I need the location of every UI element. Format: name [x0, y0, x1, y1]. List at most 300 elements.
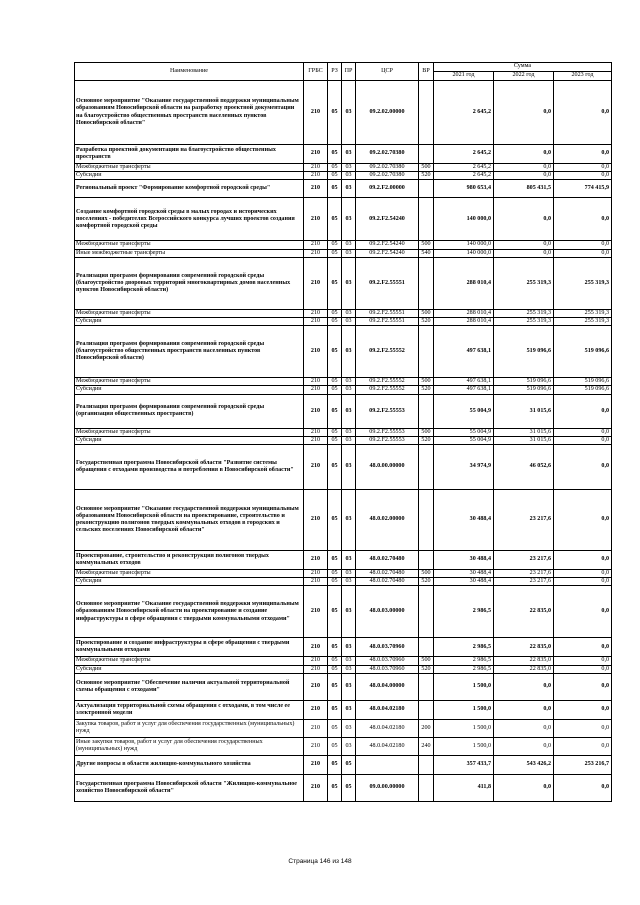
cell-2023: 0,0 [554, 737, 612, 755]
cell-2022: 0,0 [494, 241, 554, 249]
table-row [75, 665, 612, 673]
cell-2023: 0,0 [554, 428, 612, 436]
cell-2023: 0,0 [554, 241, 612, 249]
cell-2022: 519 096,6 [494, 326, 554, 378]
table-row [75, 394, 612, 428]
cell-2022: 0,0 [494, 164, 554, 172]
table-row [75, 774, 612, 801]
cell-2023: 0,0 [554, 490, 612, 551]
cell-2021: 2 645,2 [434, 81, 494, 145]
cell-name: Региональный проект "Формирование комфортной городской среды" [75, 180, 304, 198]
table-row [75, 145, 612, 164]
cell-grbs: 210 [304, 578, 328, 586]
cell-rz: 05 [328, 309, 342, 317]
cell-csr: 48.0.03.70960 [356, 657, 419, 665]
table-body [75, 81, 612, 802]
col-header-vr: ВР [419, 63, 434, 81]
cell-pr: 03 [342, 249, 356, 257]
cell-vr [419, 700, 434, 719]
cell-2023: 0,0 [554, 657, 612, 665]
cell-2022: 23 217,6 [494, 578, 554, 586]
cell-vr: 520 [419, 318, 434, 326]
cell-2022: 0,0 [494, 737, 554, 755]
cell-2021: 140 000,0 [434, 249, 494, 257]
cell-vr: 500 [419, 309, 434, 317]
cell-vr [419, 394, 434, 428]
cell-rz: 05 [328, 81, 342, 145]
cell-2021: 2 986,5 [434, 586, 494, 638]
cell-2022: 519 096,6 [494, 386, 554, 394]
cell-csr: 09.0.00.00000 [356, 774, 419, 801]
cell-pr: 03 [342, 309, 356, 317]
cell-csr: 48.0.03.70960 [356, 665, 419, 673]
cell-vr: 520 [419, 386, 434, 394]
cell-2023: 0,0 [554, 172, 612, 180]
cell-csr: 09.2.F2.55551 [356, 257, 419, 309]
cell-name: Основное мероприятие "Оказание государственной поддержки муниципальным образованиям Новосибирской области на проектирование, строительство и реконструкцию полигонов твердых коммунальных отходов в городских и сельских поселениях Новосибирской области" [75, 490, 304, 551]
cell-rz: 05 [328, 774, 342, 801]
cell-name: Субсидии [75, 665, 304, 673]
cell-2021: 34 974,9 [434, 445, 494, 490]
cell-grbs: 210 [304, 719, 328, 737]
cell-vr [419, 257, 434, 309]
cell-vr [419, 638, 434, 657]
cell-grbs: 210 [304, 638, 328, 657]
cell-name: Субсидии [75, 172, 304, 180]
cell-grbs: 210 [304, 673, 328, 700]
cell-name: Закупка товаров, работ и услуг для обеспечения государственных (муниципальных) нужд [75, 719, 304, 737]
col-header-2022: 2022 год [494, 72, 554, 81]
cell-name: Субсидии [75, 578, 304, 586]
table-row [75, 164, 612, 172]
cell-grbs: 210 [304, 81, 328, 145]
cell-grbs: 210 [304, 436, 328, 444]
cell-grbs: 210 [304, 309, 328, 317]
cell-rz: 05 [328, 755, 342, 774]
cell-2022: 519 096,6 [494, 378, 554, 386]
cell-2022: 22 835,0 [494, 586, 554, 638]
cell-csr: 48.0.04.02180 [356, 700, 419, 719]
cell-rz: 05 [328, 257, 342, 309]
cell-vr [419, 180, 434, 198]
cell-vr: 500 [419, 164, 434, 172]
col-header-grbs: ГРБС [304, 63, 328, 81]
cell-pr: 03 [342, 578, 356, 586]
cell-grbs: 210 [304, 551, 328, 570]
cell-pr: 05 [342, 774, 356, 801]
cell-rz: 05 [328, 318, 342, 326]
cell-csr: 09.2.F2.55551 [356, 309, 419, 317]
cell-2022: 22 835,0 [494, 665, 554, 673]
table-row [75, 172, 612, 180]
cell-2021: 357 433,7 [434, 755, 494, 774]
cell-csr: 09.2.F2.54240 [356, 241, 419, 249]
col-header-rz: РЗ [328, 63, 342, 81]
cell-pr: 03 [342, 378, 356, 386]
cell-name: Государственная программа Новосибирской области "Развитие системы обращения с отходами производства и потребления в Новосибирской области" [75, 445, 304, 490]
cell-2022: 23 217,6 [494, 570, 554, 578]
cell-grbs: 210 [304, 378, 328, 386]
cell-2021: 140 000,0 [434, 198, 494, 241]
col-header-name: Наименование [75, 63, 304, 81]
cell-pr: 03 [342, 172, 356, 180]
table-row [75, 386, 612, 394]
cell-2021: 1 500,0 [434, 700, 494, 719]
cell-pr: 03 [342, 180, 356, 198]
cell-csr: 09.2.F2.54240 [356, 198, 419, 241]
cell-2023: 0,0 [554, 394, 612, 428]
cell-rz: 05 [328, 665, 342, 673]
cell-2021: 30 488,4 [434, 551, 494, 570]
cell-2023: 519 096,6 [554, 326, 612, 378]
budget-table [74, 62, 612, 802]
table-row [75, 570, 612, 578]
cell-2021: 55 004,9 [434, 436, 494, 444]
cell-rz: 05 [328, 719, 342, 737]
table-row [75, 657, 612, 665]
cell-vr [419, 586, 434, 638]
cell-csr: 09.2.F2.55551 [356, 318, 419, 326]
cell-name: Разработка проектной документации на благоустройство общественных пространств [75, 145, 304, 164]
cell-pr: 03 [342, 737, 356, 755]
cell-rz: 05 [328, 436, 342, 444]
table-row [75, 719, 612, 737]
cell-grbs: 210 [304, 774, 328, 801]
cell-rz: 05 [328, 241, 342, 249]
cell-rz: 05 [328, 198, 342, 241]
budget-table-page [74, 62, 611, 802]
cell-csr: 09.2.02.70380 [356, 164, 419, 172]
col-header-sum: Сумма [434, 63, 612, 72]
cell-vr [419, 445, 434, 490]
table-row [75, 755, 612, 774]
cell-2022: 805 431,5 [494, 180, 554, 198]
cell-vr: 520 [419, 436, 434, 444]
cell-2023: 0,0 [554, 700, 612, 719]
cell-2022: 543 426,2 [494, 755, 554, 774]
cell-name: Реализация программ формирования современной городской среды (благоустройство дворовых территорий многоквартирных домов населенных пунктов Новосибирской области) [75, 257, 304, 309]
cell-pr: 03 [342, 81, 356, 145]
cell-2021: 1 500,0 [434, 673, 494, 700]
cell-pr: 03 [342, 665, 356, 673]
cell-vr: 200 [419, 719, 434, 737]
cell-csr: 48.0.02.70480 [356, 578, 419, 586]
table-row [75, 241, 612, 249]
cell-2022: 0,0 [494, 249, 554, 257]
cell-name: Межбюджетные трансферты [75, 378, 304, 386]
cell-name: Основное мероприятие "Оказание государственной поддержки муниципальным образованиям Новосибирской области на разработку проектной документации на благоустройство общественных пространств населенных пунктов Новосибирской области" [75, 81, 304, 145]
cell-2021: 411,8 [434, 774, 494, 801]
cell-2021: 2 986,5 [434, 638, 494, 657]
cell-grbs: 210 [304, 445, 328, 490]
cell-csr: 09.2.F2.55553 [356, 428, 419, 436]
cell-grbs: 210 [304, 249, 328, 257]
cell-2021: 288 010,4 [434, 318, 494, 326]
table-row [75, 673, 612, 700]
cell-csr: 09.2.F2.55552 [356, 378, 419, 386]
cell-2022: 23 217,6 [494, 551, 554, 570]
cell-rz: 05 [328, 428, 342, 436]
cell-grbs: 210 [304, 700, 328, 719]
cell-2023: 0,0 [554, 638, 612, 657]
cell-rz: 05 [328, 673, 342, 700]
cell-csr: 09.2.F2.55553 [356, 394, 419, 428]
cell-name: Субсидии [75, 386, 304, 394]
cell-pr: 03 [342, 386, 356, 394]
col-header-pr: ПР [342, 63, 356, 81]
cell-vr: 520 [419, 172, 434, 180]
cell-2023: 0,0 [554, 249, 612, 257]
table-row [75, 81, 612, 145]
table-row [75, 490, 612, 551]
cell-rz: 05 [328, 378, 342, 386]
col-header-csr: ЦСР [356, 63, 419, 81]
cell-name: Основное мероприятие "Оказание государственной поддержки муниципальным образованиям Новосибирской области на проектирование и создание инфраструктуры в сфере обращения с твердыми коммунальными отходами" [75, 586, 304, 638]
table-row [75, 257, 612, 309]
cell-name: Межбюджетные трансферты [75, 309, 304, 317]
table-row [75, 445, 612, 490]
cell-2022: 31 015,6 [494, 394, 554, 428]
cell-2023: 0,0 [554, 81, 612, 145]
cell-rz: 05 [328, 386, 342, 394]
cell-vr [419, 490, 434, 551]
cell-pr: 03 [342, 445, 356, 490]
cell-2023: 0,0 [554, 570, 612, 578]
cell-csr: 09.2.F2.55552 [356, 326, 419, 378]
cell-2023: 255 319,3 [554, 318, 612, 326]
cell-vr [419, 755, 434, 774]
cell-grbs: 210 [304, 180, 328, 198]
cell-csr: 09.2.02.70380 [356, 172, 419, 180]
cell-2022: 22 835,0 [494, 657, 554, 665]
cell-vr: 500 [419, 570, 434, 578]
col-header-2021: 2021 год [434, 72, 494, 81]
cell-grbs: 210 [304, 737, 328, 755]
cell-vr [419, 326, 434, 378]
cell-csr: 48.0.04.02180 [356, 737, 419, 755]
cell-name: Проектирование, строительство и реконструкция полигонов твердых коммунальных отходов [75, 551, 304, 570]
cell-rz: 05 [328, 249, 342, 257]
cell-pr: 03 [342, 326, 356, 378]
cell-2021: 30 488,4 [434, 570, 494, 578]
cell-2021: 2 986,5 [434, 665, 494, 673]
cell-pr: 03 [342, 145, 356, 164]
cell-2022: 0,0 [494, 700, 554, 719]
cell-csr: 09.2.F2.55552 [356, 386, 419, 394]
table-row [75, 737, 612, 755]
cell-grbs: 210 [304, 326, 328, 378]
cell-vr: 520 [419, 665, 434, 673]
cell-rz: 05 [328, 145, 342, 164]
cell-2021: 140 000,0 [434, 241, 494, 249]
cell-2023: 0,0 [554, 578, 612, 586]
cell-csr: 09.2.02.00000 [356, 81, 419, 145]
cell-2021: 980 653,4 [434, 180, 494, 198]
col-header-2023: 2023 год [554, 72, 612, 81]
cell-2022: 255 319,3 [494, 309, 554, 317]
cell-2022: 255 319,3 [494, 257, 554, 309]
cell-2021: 288 010,4 [434, 309, 494, 317]
cell-csr: 48.0.04.00000 [356, 673, 419, 700]
cell-2021: 2 645,2 [434, 164, 494, 172]
cell-rz: 05 [328, 551, 342, 570]
cell-vr: 500 [419, 378, 434, 386]
cell-grbs: 210 [304, 490, 328, 551]
table-row [75, 198, 612, 241]
cell-grbs: 210 [304, 570, 328, 578]
cell-name: Другие вопросы в области жилищно-коммунального хозяйства [75, 755, 304, 774]
cell-vr: 520 [419, 578, 434, 586]
cell-2021: 497 638,1 [434, 326, 494, 378]
cell-csr: 48.0.02.00000 [356, 490, 419, 551]
cell-rz: 05 [328, 326, 342, 378]
cell-csr: 09.2.F2.00000 [356, 180, 419, 198]
cell-pr: 03 [342, 638, 356, 657]
cell-2021: 1 500,0 [434, 737, 494, 755]
cell-vr: 500 [419, 428, 434, 436]
cell-pr: 03 [342, 719, 356, 737]
cell-2022: 23 217,6 [494, 490, 554, 551]
cell-csr: 48.0.04.02180 [356, 719, 419, 737]
cell-pr: 03 [342, 428, 356, 436]
table-row [75, 586, 612, 638]
cell-2022: 0,0 [494, 774, 554, 801]
table-row [75, 180, 612, 198]
cell-grbs: 210 [304, 665, 328, 673]
table-row [75, 378, 612, 386]
cell-rz: 05 [328, 172, 342, 180]
table-row [75, 249, 612, 257]
cell-2023: 0,0 [554, 436, 612, 444]
cell-name: Актуализация территориальной схемы обращения с отходами, в том числе ее электронной модели [75, 700, 304, 719]
cell-pr: 03 [342, 198, 356, 241]
cell-2023: 774 415,9 [554, 180, 612, 198]
cell-name: Субсидии [75, 436, 304, 444]
table-row [75, 578, 612, 586]
cell-rz: 05 [328, 578, 342, 586]
cell-2021: 1 500,0 [434, 719, 494, 737]
cell-name: Реализация программ формирования современной городской среды (благоустройство общественных пространств населенных пунктов Новосибирской области) [75, 326, 304, 378]
table-row [75, 326, 612, 378]
cell-rz: 05 [328, 164, 342, 172]
cell-vr [419, 81, 434, 145]
cell-2021: 55 004,9 [434, 394, 494, 428]
cell-vr: 540 [419, 249, 434, 257]
cell-2023: 0,0 [554, 673, 612, 700]
cell-name: Государственная программа Новосибирской области "Жилищно-коммунальное хозяйство Новосибирской области" [75, 774, 304, 801]
cell-pr: 03 [342, 436, 356, 444]
cell-rz: 05 [328, 586, 342, 638]
cell-2022: 0,0 [494, 719, 554, 737]
cell-grbs: 210 [304, 172, 328, 180]
cell-grbs: 210 [304, 428, 328, 436]
cell-2022: 0,0 [494, 172, 554, 180]
cell-pr: 03 [342, 164, 356, 172]
cell-rz: 05 [328, 700, 342, 719]
cell-pr: 03 [342, 394, 356, 428]
cell-vr: 500 [419, 241, 434, 249]
cell-2023: 0,0 [554, 551, 612, 570]
cell-vr [419, 145, 434, 164]
cell-grbs: 210 [304, 318, 328, 326]
cell-2021: 2 986,5 [434, 657, 494, 665]
cell-vr [419, 774, 434, 801]
cell-rz: 05 [328, 394, 342, 428]
cell-csr: 09.2.02.70380 [356, 145, 419, 164]
cell-2023: 0,0 [554, 445, 612, 490]
page-number: Страница 146 из 148 [288, 858, 352, 865]
cell-name: Иные межбюджетные трансферты [75, 249, 304, 257]
cell-rz: 05 [328, 445, 342, 490]
cell-grbs: 210 [304, 198, 328, 241]
cell-rz: 05 [328, 180, 342, 198]
cell-2023: 255 319,3 [554, 309, 612, 317]
cell-vr: 500 [419, 657, 434, 665]
cell-2023: 253 216,7 [554, 755, 612, 774]
table-row [75, 318, 612, 326]
cell-grbs: 210 [304, 586, 328, 638]
cell-name: Создание комфортной городской среды в малых городах и исторических поселениях - победителях Всероссийского конкурса лучших проектов создания комфортной городской среды [75, 198, 304, 241]
cell-name: Межбюджетные трансферты [75, 241, 304, 249]
table-row [75, 638, 612, 657]
cell-name: Иные закупки товаров, работ и услуг для обеспечения государственных (муниципальных) нужд [75, 737, 304, 755]
table-row [75, 436, 612, 444]
cell-name: Межбюджетные трансферты [75, 570, 304, 578]
table-row [75, 309, 612, 317]
cell-csr: 48.0.03.70960 [356, 638, 419, 657]
cell-2021: 497 638,1 [434, 378, 494, 386]
cell-2022: 0,0 [494, 673, 554, 700]
cell-name: Субсидии [75, 318, 304, 326]
cell-2022: 0,0 [494, 198, 554, 241]
cell-pr: 03 [342, 586, 356, 638]
cell-name: Проектирование и создание инфраструктуры в сфере обращения с твердыми коммунальными отходами [75, 638, 304, 657]
cell-grbs: 210 [304, 386, 328, 394]
cell-rz: 05 [328, 570, 342, 578]
cell-2022: 31 015,6 [494, 436, 554, 444]
cell-csr: 48.0.02.70480 [356, 551, 419, 570]
cell-csr: 09.2.F2.55553 [356, 436, 419, 444]
cell-2022: 0,0 [494, 81, 554, 145]
cell-grbs: 210 [304, 394, 328, 428]
cell-name: Межбюджетные трансферты [75, 164, 304, 172]
cell-2022: 46 052,6 [494, 445, 554, 490]
cell-2021: 497 638,1 [434, 386, 494, 394]
cell-2022: 22 835,0 [494, 638, 554, 657]
cell-grbs: 210 [304, 241, 328, 249]
cell-2021: 288 010,4 [434, 257, 494, 309]
cell-pr: 03 [342, 490, 356, 551]
cell-2021: 55 004,9 [434, 428, 494, 436]
cell-2023: 519 096,6 [554, 378, 612, 386]
cell-grbs: 210 [304, 145, 328, 164]
cell-2023: 255 319,3 [554, 257, 612, 309]
cell-name: Основное мероприятие "Обеспечение наличия актуальной территориальной схемы обращения с отходами" [75, 673, 304, 700]
cell-pr: 05 [342, 755, 356, 774]
cell-2023: 0,0 [554, 774, 612, 801]
cell-vr [419, 551, 434, 570]
cell-2023: 0,0 [554, 198, 612, 241]
cell-pr: 03 [342, 257, 356, 309]
cell-rz: 05 [328, 490, 342, 551]
cell-vr [419, 198, 434, 241]
cell-pr: 03 [342, 700, 356, 719]
cell-grbs: 210 [304, 657, 328, 665]
cell-csr [356, 755, 419, 774]
cell-2023: 519 096,6 [554, 386, 612, 394]
cell-2021: 30 488,4 [434, 578, 494, 586]
cell-pr: 03 [342, 318, 356, 326]
